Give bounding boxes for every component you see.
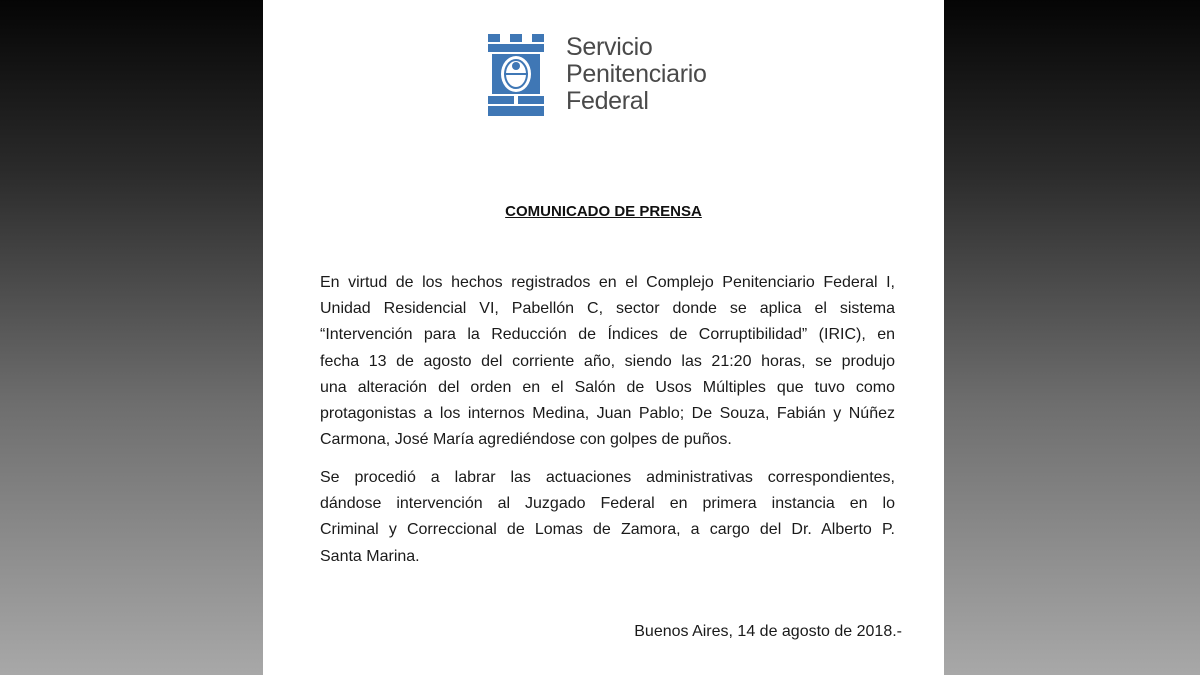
logo-line: Penitenciario: [566, 60, 707, 88]
paragraph-1: [320, 270, 895, 453]
tower-shield-icon: [488, 34, 544, 116]
text-line: Unidad Residencial VI, Pabellón C, sector donde se aplica el sistema: [320, 300, 895, 318]
spf-logo: [488, 34, 707, 116]
document-title: COMUNICADO DE PRENSA: [505, 203, 702, 220]
text-line: protagonistas a los internos Medina, Juan Pablo; De Souza, Fabián y Núñez: [320, 404, 895, 422]
text-line: dándose intervención al Juzgado Federal en primera instancia en lo: [320, 495, 895, 513]
text-line: “Intervención para la Reducción de Índices de Corruptibilidad” (IRIC), en: [320, 326, 895, 344]
text-line: una alteración del orden en el Salón de Usos Múltiples que tuvo como: [320, 378, 895, 396]
text-line: Santa Marina.: [320, 547, 420, 565]
text-line: Criminal y Correccional de Lomas de Zamora, a cargo del Dr. Alberto P.: [320, 521, 895, 539]
paragraph-2: [320, 465, 895, 570]
logo-line: Servicio: [566, 33, 653, 61]
signoff-date: Buenos Aires, 14 de agosto de 2018.-: [634, 623, 902, 640]
logo-text: [566, 34, 707, 115]
press-release-document: [263, 0, 944, 675]
text-line: Carmona, José María agrediéndose con golpes de puños.: [320, 431, 732, 449]
text-line: fecha 13 de agosto del corriente año, siendo las 21:20 horas, se produjo: [320, 352, 895, 370]
text-line: Se procedió a labrar las actuaciones administrativas correspondientes,: [320, 469, 895, 486]
logo-line: Federal: [566, 87, 649, 115]
text-line: En virtud de los hechos registrados en el Complejo Penitenciario Federal I,: [320, 274, 895, 291]
